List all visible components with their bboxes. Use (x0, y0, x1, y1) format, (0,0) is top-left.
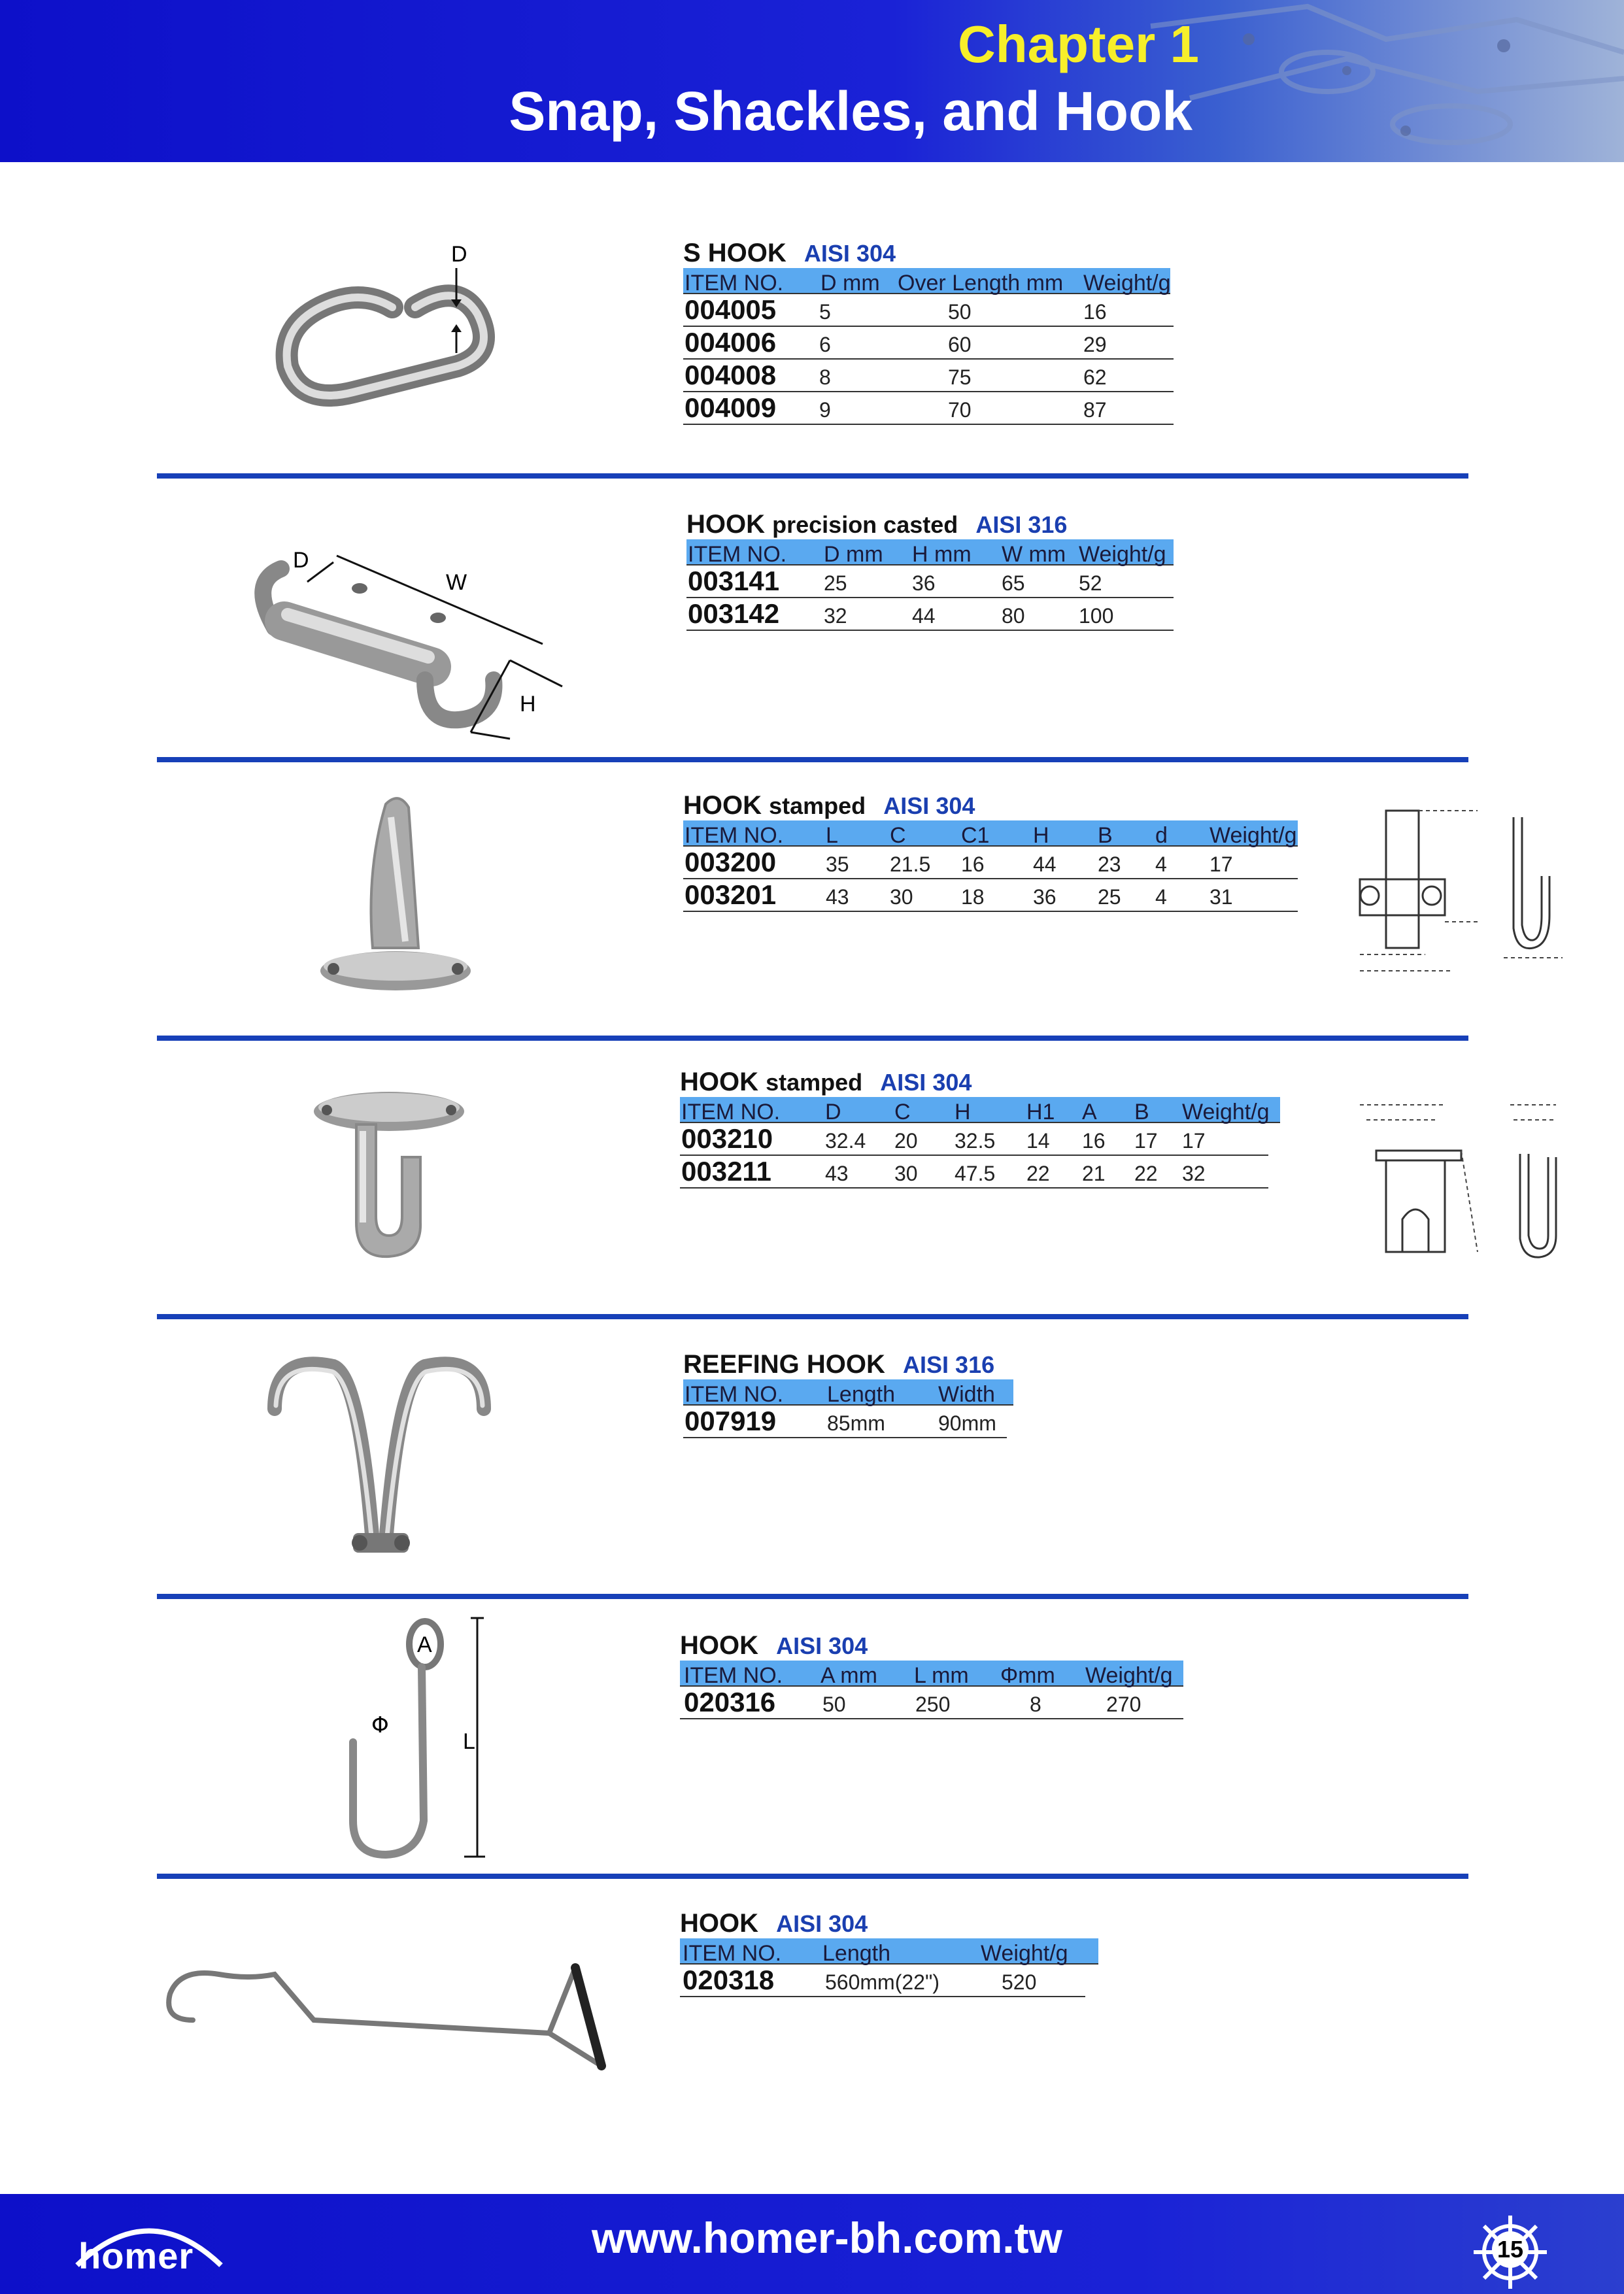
table-row (680, 1687, 1183, 1719)
table-cell: 43 (825, 1162, 849, 1185)
table-cell: 85mm (827, 1411, 885, 1435)
section-divider (157, 757, 1468, 762)
table-cell: 50 (948, 300, 972, 324)
table-cell: 8 (819, 365, 831, 389)
table-cell: 32.4 (825, 1129, 866, 1153)
table-cell: 31 (1210, 885, 1233, 909)
column-header: B (1134, 1100, 1149, 1124)
column-header: D mm (824, 542, 883, 567)
column-header: ITEM NO. (681, 1100, 781, 1124)
table-header (683, 820, 1298, 847)
item-number: 003141 (688, 565, 780, 596)
table-cell: 75 (948, 365, 972, 389)
item-number: 003201 (685, 879, 777, 910)
table-cell: 90mm (938, 1411, 996, 1435)
column-header: A (1082, 1100, 1097, 1124)
table-cell: 17 (1182, 1129, 1206, 1153)
table-cell: 44 (912, 604, 936, 628)
table-cell: 52 (1079, 571, 1102, 595)
table-row (680, 1123, 1268, 1156)
table-cell: 100 (1079, 604, 1114, 628)
table-cell: 23 (1098, 852, 1121, 876)
table-cell: 29 (1083, 333, 1107, 356)
diagram-label-a: A (417, 1632, 432, 1657)
table-row (683, 879, 1298, 912)
column-header: Weight/g (1079, 542, 1166, 567)
item-number: 007919 (685, 1406, 777, 1436)
column-header: Weight/g (1210, 823, 1297, 848)
table-cell: 87 (1083, 398, 1107, 422)
long-hook-image (157, 1948, 615, 2079)
column-header: B (1098, 823, 1113, 848)
table-cell: 16 (1083, 300, 1107, 324)
product-hook-020318 (680, 1909, 1138, 1997)
diagram-label-w: W (446, 570, 467, 595)
table-cell: 62 (1083, 365, 1107, 389)
product-reefing-hook (683, 1350, 1075, 1438)
product-title: HOOK (680, 1068, 758, 1096)
table-cell: 560mm(22") (825, 1970, 939, 1994)
table-header (683, 268, 1170, 294)
table-cell: 250 (915, 1693, 951, 1716)
column-header: A mm (820, 1663, 877, 1688)
table-cell: 22 (1026, 1162, 1050, 1185)
diagram-label-l: L (463, 1729, 475, 1754)
table-cell: 25 (1098, 885, 1121, 909)
item-number: 020316 (684, 1687, 776, 1717)
table-row (680, 1965, 1085, 1997)
table-row (680, 1156, 1268, 1189)
product-title: S HOOK (683, 239, 787, 267)
page-title: Snap, Shackles, and Hook (509, 80, 1193, 142)
column-header: Over Length mm (898, 271, 1064, 295)
product-subtitle: stamped (766, 1069, 863, 1096)
j-hook-image (314, 1611, 510, 1866)
table-cell: 20 (894, 1129, 918, 1153)
double-hook-image (235, 516, 575, 745)
item-number: 003142 (688, 598, 780, 629)
section-divider (157, 473, 1468, 479)
product-subtitle: precision casted (772, 511, 958, 538)
column-header: Weight/g (1083, 271, 1171, 295)
table-cell: 17 (1134, 1129, 1158, 1153)
column-header: Length (822, 1941, 890, 1966)
table-cell: 50 (822, 1693, 846, 1716)
table-row (683, 294, 1174, 327)
item-number: 004008 (685, 360, 777, 390)
column-header: ITEM NO. (688, 542, 787, 567)
table-row (683, 360, 1174, 392)
table-cell: 32.5 (955, 1129, 996, 1153)
column-header: H (1033, 823, 1049, 848)
product-title: HOOK (680, 1631, 758, 1660)
item-number: 004005 (685, 294, 777, 325)
table-cell: 6 (819, 333, 831, 356)
table-cell: 80 (1002, 604, 1025, 628)
column-header: Length (827, 1382, 895, 1407)
table-cell: 70 (948, 398, 972, 422)
table-cell: 30 (890, 885, 913, 909)
table-cell: 16 (961, 852, 985, 876)
product-material: AISI 304 (880, 1069, 972, 1096)
table-header (680, 1097, 1280, 1123)
column-header: Φmm (1000, 1663, 1055, 1688)
column-header: ITEM NO. (685, 271, 784, 295)
table-cell: 14 (1026, 1129, 1050, 1153)
table-cell: 35 (826, 852, 849, 876)
page-number: 15 (1492, 2231, 1529, 2268)
item-number: 003211 (681, 1156, 771, 1187)
column-header: Width (938, 1382, 995, 1407)
table-cell: 60 (948, 333, 972, 356)
product-title: REEFING HOOK (683, 1350, 885, 1379)
reefing-hook-image (262, 1347, 497, 1569)
item-number: 003210 (681, 1123, 773, 1154)
table-cell: 4 (1155, 852, 1167, 876)
column-header: W mm (1002, 542, 1066, 567)
product-hook-stamped-003210 (680, 1068, 1281, 1189)
diagram-label-d: D (293, 548, 309, 573)
product-material: AISI 304 (776, 1910, 868, 1937)
page-number-badge (1471, 2213, 1549, 2291)
table-row (683, 1406, 1007, 1438)
column-header: H mm (912, 542, 972, 567)
product-title: HOOK (683, 791, 762, 820)
chapter-label: Chapter 1 (958, 15, 1199, 73)
column-header: L (826, 823, 838, 848)
section-divider (157, 1314, 1468, 1319)
column-header: ITEM NO. (683, 1941, 782, 1966)
product-material: AISI 316 (903, 1351, 995, 1378)
table-row (686, 598, 1174, 631)
table-cell: 25 (824, 571, 847, 595)
product-title: HOOK (680, 1909, 758, 1938)
table-cell: 17 (1210, 852, 1233, 876)
table-cell: 8 (1030, 1693, 1041, 1716)
stamped-hook-image (311, 1085, 467, 1262)
table-cell: 36 (1033, 885, 1057, 909)
table-row (683, 847, 1298, 879)
table-cell: 21 (1082, 1162, 1106, 1185)
product-material: AISI 316 (975, 511, 1068, 538)
diagram-label-d: D (451, 242, 467, 267)
product-s-hook (683, 239, 1174, 425)
table-cell: 22 (1134, 1162, 1158, 1185)
product-hook-stamped-003200 (683, 791, 1304, 912)
technical-drawing-003210 (1314, 1088, 1569, 1272)
table-row (683, 327, 1174, 360)
column-header: C (890, 823, 906, 848)
table-cell: 47.5 (955, 1162, 996, 1185)
product-material: AISI 304 (883, 792, 975, 819)
table-cell: 44 (1033, 852, 1057, 876)
stamped-hook-image (314, 791, 484, 1007)
table-row (686, 565, 1174, 598)
table-cell: 21.5 (890, 852, 931, 876)
product-hook-020316 (680, 1631, 1190, 1719)
table-cell: 4 (1155, 885, 1167, 909)
table-cell: 43 (826, 885, 849, 909)
column-header: C (894, 1100, 911, 1124)
page-header (0, 0, 1624, 162)
product-material: AISI 304 (776, 1632, 868, 1659)
technical-drawing-003200 (1347, 798, 1569, 994)
logo-text: homer (78, 2235, 194, 2276)
diagram-label-phi: Φ (371, 1712, 389, 1738)
section-divider (157, 1874, 1468, 1879)
column-header: D mm (820, 271, 880, 295)
table-header (683, 1379, 1013, 1406)
table-header (686, 539, 1174, 565)
table-cell: 9 (819, 398, 831, 422)
table-cell: 65 (1002, 571, 1025, 595)
table-cell: 30 (894, 1162, 918, 1185)
table-cell: 36 (912, 571, 936, 595)
website-url[interactable]: www.homer-bh.com.tw (592, 2214, 1062, 2262)
table-row (683, 392, 1174, 425)
column-header: C1 (961, 823, 990, 848)
column-header: d (1155, 823, 1168, 848)
column-header: ITEM NO. (684, 1663, 783, 1688)
column-header: ITEM NO. (685, 823, 784, 848)
table-cell: 16 (1082, 1129, 1106, 1153)
item-number: 020318 (683, 1965, 775, 1995)
product-title: HOOK (686, 510, 765, 539)
column-header: ITEM NO. (685, 1382, 784, 1407)
column-header: H1 (1026, 1100, 1055, 1124)
table-cell: 270 (1106, 1693, 1142, 1716)
diagram-label-h: H (520, 692, 536, 717)
column-header: Weight/g (1182, 1100, 1270, 1124)
column-header: H (955, 1100, 971, 1124)
table-cell: 520 (1002, 1970, 1037, 1994)
section-divider (157, 1594, 1468, 1599)
product-subtitle: stamped (769, 792, 866, 819)
table-cell: 5 (819, 300, 831, 324)
table-header (680, 1938, 1098, 1965)
item-number: 003200 (685, 847, 777, 877)
table-cell: 32 (824, 604, 847, 628)
item-number: 004009 (685, 392, 777, 423)
table-cell: 18 (961, 885, 985, 909)
product-hook-precision-casted (686, 510, 1177, 631)
section-divider (157, 1036, 1468, 1041)
table-cell: 32 (1182, 1162, 1206, 1185)
s-hook-image (262, 242, 523, 425)
column-header: D (825, 1100, 841, 1124)
table-header (680, 1661, 1183, 1687)
column-header: Weight/g (1085, 1663, 1173, 1688)
column-header: Weight/g (981, 1941, 1068, 1966)
product-material: AISI 304 (804, 240, 896, 267)
column-header: L mm (914, 1663, 969, 1688)
item-number: 004006 (685, 327, 777, 358)
